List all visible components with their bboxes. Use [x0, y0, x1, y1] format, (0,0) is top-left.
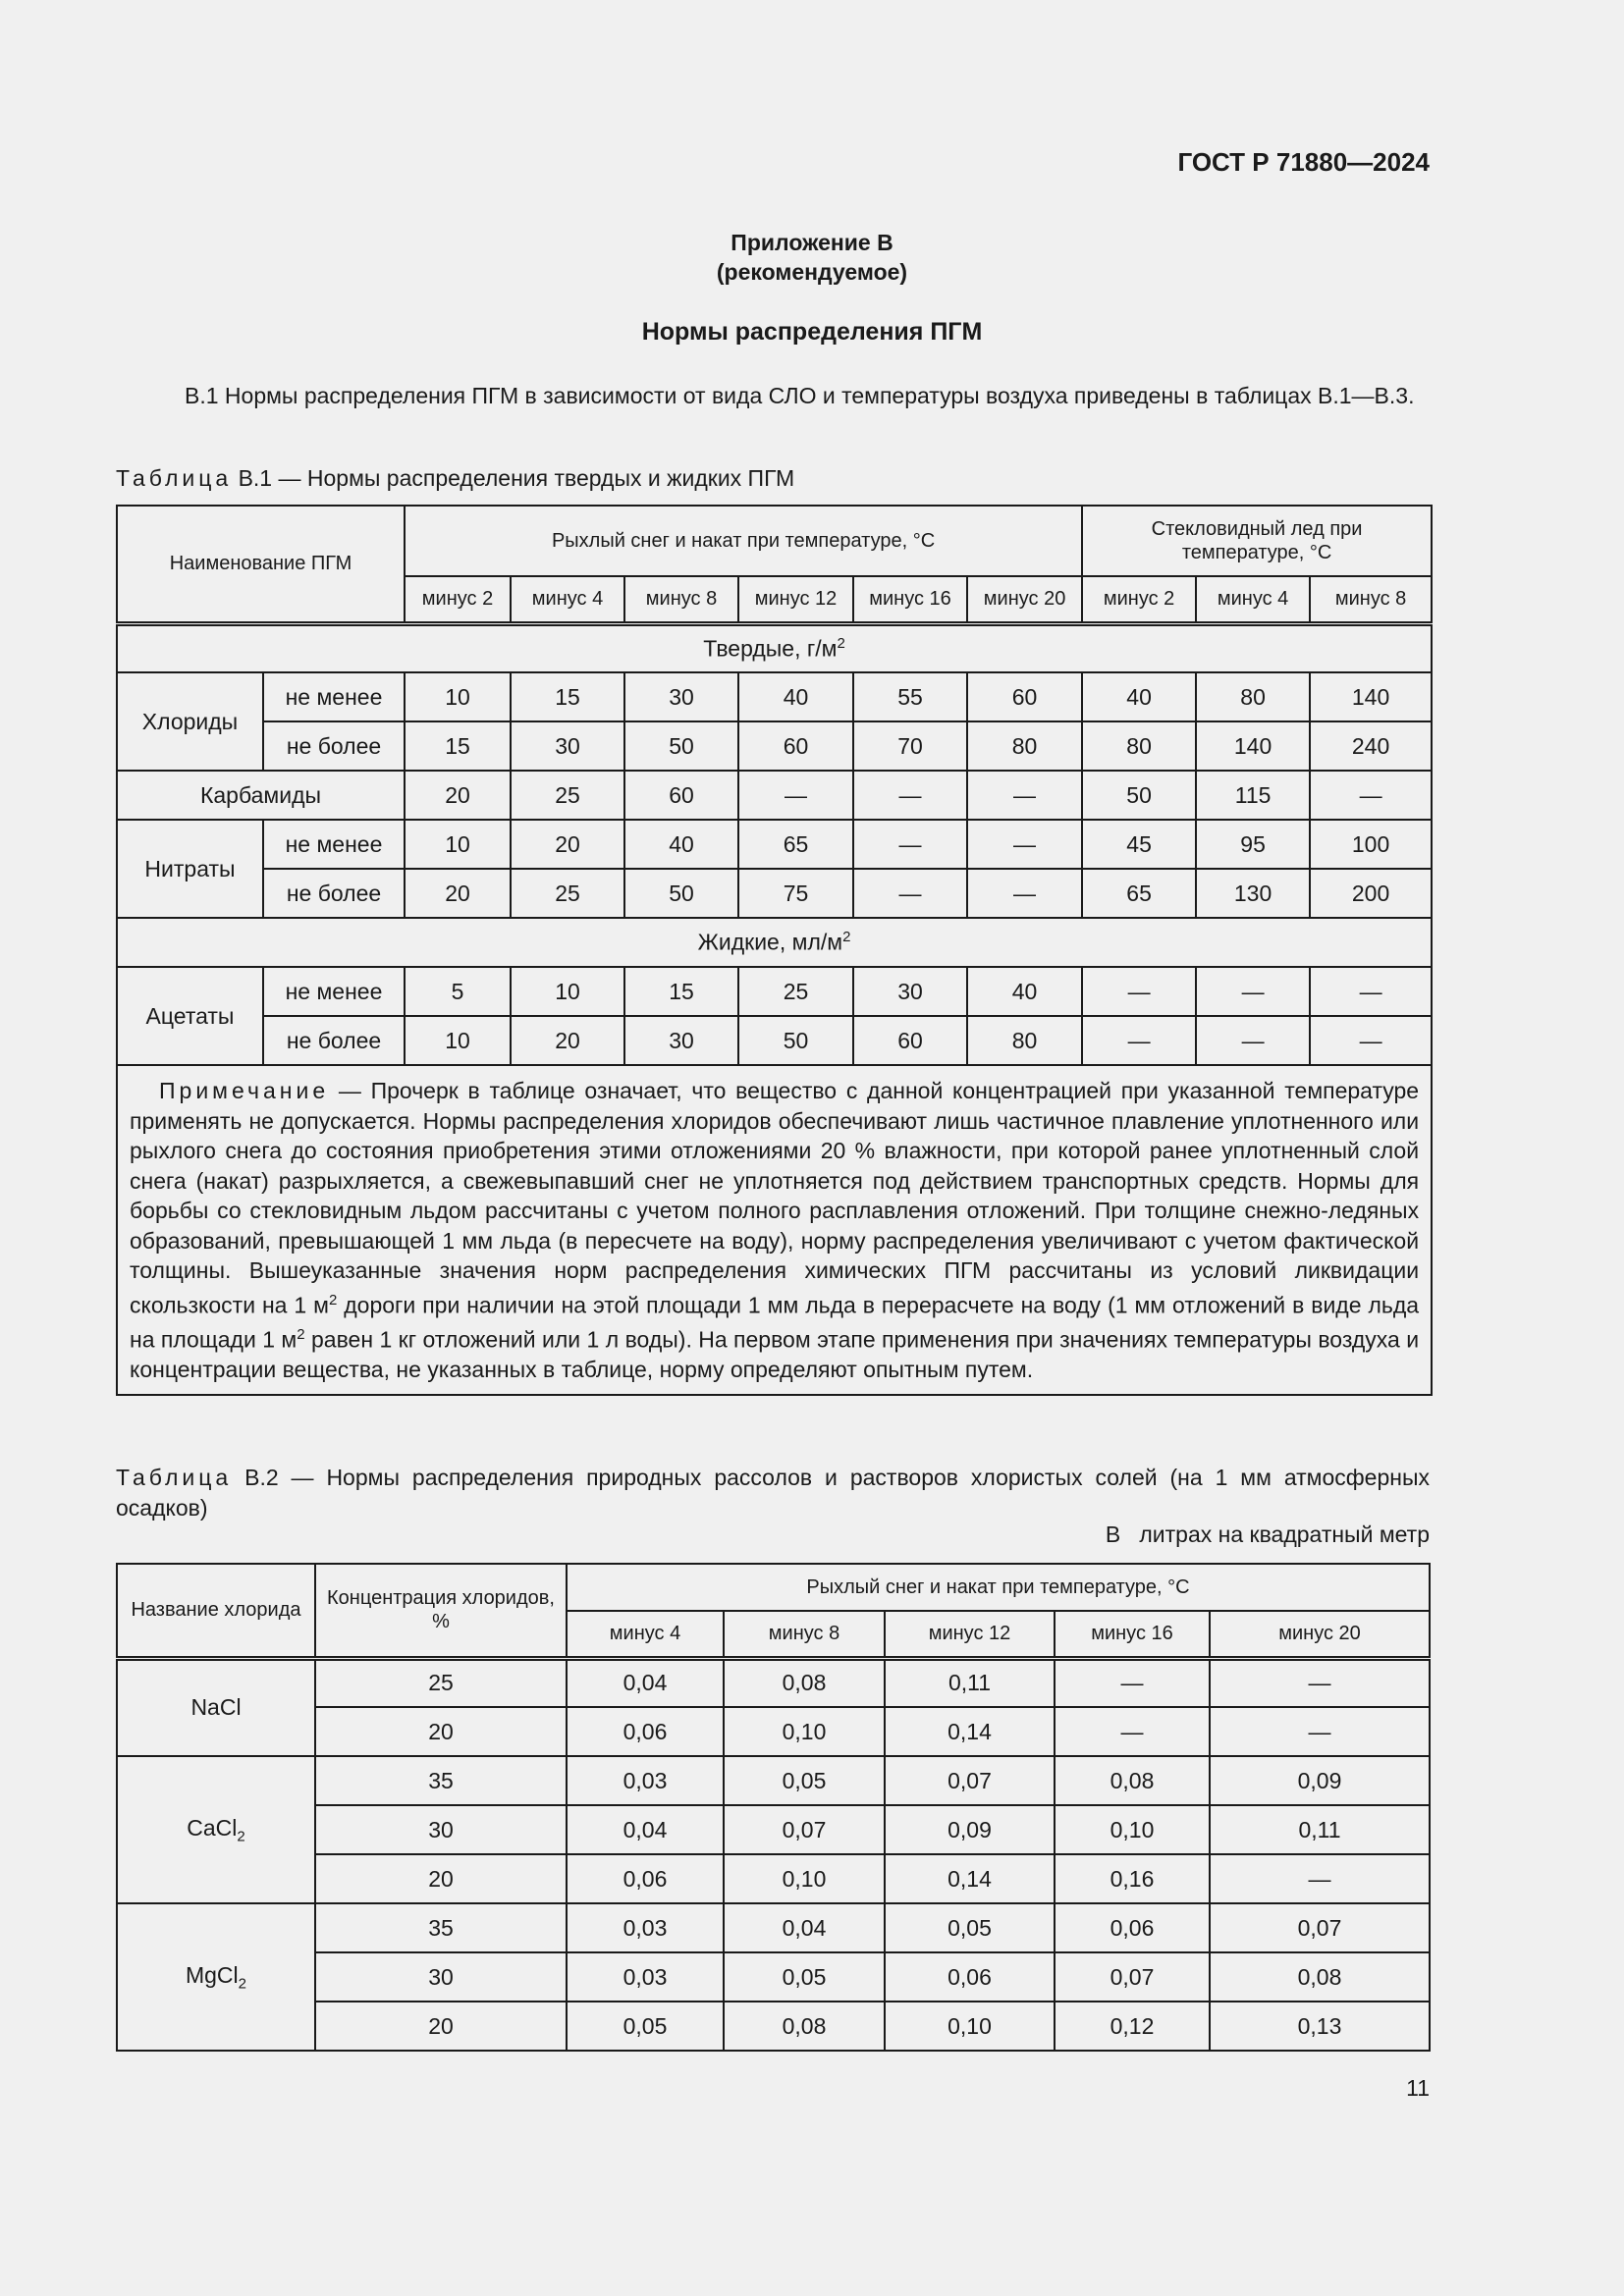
table2-caption — [116, 1463, 1430, 1523]
t2-cell: 0,05 — [567, 2002, 724, 2051]
t1-header-ice: Стекловидный лед при температуре, °С — [1082, 506, 1432, 576]
t2-conc: 35 — [315, 1756, 567, 1805]
t1-cell: 50 — [738, 1016, 853, 1065]
t2-chloride-name: NaCl — [117, 1658, 315, 1756]
t1-cell: 55 — [853, 672, 967, 721]
t1-row-name: Хлориды — [117, 672, 263, 771]
t2-cell: 0,04 — [724, 1903, 885, 1952]
t2-cell: 0,14 — [885, 1707, 1055, 1756]
t1-cell: — — [1196, 967, 1310, 1016]
t2-cell: 0,06 — [567, 1707, 724, 1756]
t1-cell: 50 — [624, 721, 738, 771]
t1-cell: 115 — [1196, 771, 1310, 820]
t1-section-solid: Твердые, $г/м^2$ — [117, 623, 1432, 672]
t2-temp: минус 4 — [567, 1611, 724, 1658]
t2-cell: 0,05 — [724, 1756, 885, 1805]
t2-cell: 0,05 — [724, 1952, 885, 2002]
t1-cell: 40 — [967, 967, 1082, 1016]
t1-temp: минус 12 — [738, 576, 853, 623]
t2-cell: 0,08 — [1210, 1952, 1430, 2002]
t2-cell: 0,03 — [567, 1756, 724, 1805]
t1-cell: 130 — [1196, 869, 1310, 918]
t1-row-sub: не более — [263, 721, 405, 771]
t2-temp: минус 20 — [1210, 1611, 1430, 1658]
t2-cell: — — [1210, 1707, 1430, 1756]
t1-temp: минус 16 — [853, 576, 967, 623]
t2-cell: 0,09 — [1210, 1756, 1430, 1805]
t1-cell: — — [1310, 1016, 1432, 1065]
t1-cell: 30 — [853, 967, 967, 1016]
t1-cell: 25 — [738, 967, 853, 1016]
table2-caption-word: Таблица — [116, 1465, 233, 1490]
t1-cell: 10 — [405, 820, 511, 869]
t2-cell: 0,14 — [885, 1854, 1055, 1903]
t2-cell: 0,04 — [567, 1658, 724, 1707]
t1-cell: 240 — [1310, 721, 1432, 771]
t1-cell: 25 — [511, 869, 624, 918]
t2-cell: 0,09 — [885, 1805, 1055, 1854]
t2-temp: минус 16 — [1055, 1611, 1210, 1658]
t1-cell: 45 — [1082, 820, 1196, 869]
t1-header-name: Наименование ПГМ — [117, 506, 405, 623]
t1-cell: 5 — [405, 967, 511, 1016]
t2-cell: 0,08 — [724, 2002, 885, 2051]
t1-cell: 80 — [1082, 721, 1196, 771]
t1-cell: 15 — [405, 721, 511, 771]
t1-row-name: Нитраты — [117, 820, 263, 918]
t1-cell: 50 — [624, 869, 738, 918]
t2-conc: 25 — [315, 1658, 567, 1707]
t1-cell: 10 — [405, 672, 511, 721]
t1-cell: — — [853, 771, 967, 820]
t1-header-snow: Рыхлый снег и накат при температуре, °С — [405, 506, 1082, 576]
document-code: ГОСТ Р 71880—2024 — [1177, 147, 1430, 177]
t1-cell: 140 — [1196, 721, 1310, 771]
t1-temp: минус 2 — [405, 576, 511, 623]
t1-cell: 40 — [1082, 672, 1196, 721]
t2-cell: 0,08 — [724, 1658, 885, 1707]
t1-cell: 140 — [1310, 672, 1432, 721]
t2-conc: 20 — [315, 1707, 567, 1756]
t2-cell: 0,06 — [1055, 1903, 1210, 1952]
t2-cell: 0,08 — [1055, 1756, 1210, 1805]
t1-cell: 75 — [738, 869, 853, 918]
table-1 — [116, 505, 1433, 1396]
t1-temp: минус 8 — [624, 576, 738, 623]
t1-cell: 60 — [738, 721, 853, 771]
t2-cell: 0,10 — [885, 2002, 1055, 2051]
t2-cell: 0,06 — [885, 1952, 1055, 2002]
table1-caption-word: Таблица — [116, 465, 233, 491]
t1-note: Примечание — Прочерк в таблице означает, что вещество с данной концентрацией при указанной температуре применять не допускается. Нормы распределения хлоридов обеспечивают лишь частичное плавление уплотненного или рыхлого снега до состояния приобретения этими отложениями 20 % влажности, при которой ранее уплотненный слой снега (накат) разрыхляется, а свежевыпавший снег не уплотняется под действием транспортных средств. Нормы для борьбы со стекловидным льдом рассчитаны с учетом полного расплавления отложений. При толщине снежно-ледяных образований, превышающей 1 мм льда (в пересчете на воду), норму распределения увеличивают с учетом фактической толщины. Вышеуказанные значения норм распределения химических ПГМ рассчитаны из условий ликвидации скользкости на 1 $м^2$ дороги при наличии на этой площади 1 мм льда в перерасчете на воду (1 мм отложений в виде льда на площади 1 $м^2$ равен 1 кг отложений или 1 л воды). На первом этапе применения при значениях температуры воздуха и концентрации вещества, не указанных в таблице, норму определяют опытным путем. — [117, 1065, 1432, 1395]
t1-cell: — — [1310, 967, 1432, 1016]
t1-temp: минус 8 — [1310, 576, 1432, 623]
t2-cell: 0,04 — [567, 1805, 724, 1854]
t1-cell: — — [1310, 771, 1432, 820]
t1-cell: 40 — [624, 820, 738, 869]
t1-cell: 70 — [853, 721, 967, 771]
t2-cell: 0,07 — [885, 1756, 1055, 1805]
t2-conc: 20 — [315, 1854, 567, 1903]
t2-cell: — — [1055, 1707, 1210, 1756]
t2-header-name: Название хлорида — [117, 1564, 315, 1658]
t2-cell: 0,03 — [567, 1903, 724, 1952]
t1-note-label: Примечание — [159, 1078, 330, 1103]
t1-row-sub: не менее — [263, 820, 405, 869]
page-number: 11 — [1406, 2075, 1430, 2101]
t1-cell: 20 — [511, 1016, 624, 1065]
t2-cell: 0,07 — [724, 1805, 885, 1854]
t1-cell: 65 — [1082, 869, 1196, 918]
table1-caption-text: В.1 — Нормы распределения твердых и жидких ПГМ — [232, 465, 795, 491]
t2-cell: 0,06 — [567, 1854, 724, 1903]
t2-cell: 0,03 — [567, 1952, 724, 2002]
t1-cell: — — [967, 820, 1082, 869]
table2-caption-text: В.2 — Нормы распределения природных рассолов и растворов хлористых солей (на 1 мм атмосферных осадков) — [116, 1465, 1430, 1521]
t1-cell: — — [1082, 967, 1196, 1016]
t2-cell: 0,10 — [724, 1707, 885, 1756]
t2-conc: 30 — [315, 1805, 567, 1854]
t1-row-name: Карбамиды — [117, 771, 405, 820]
t1-cell: 20 — [511, 820, 624, 869]
t1-cell: 30 — [624, 672, 738, 721]
t1-temp: минус 4 — [511, 576, 624, 623]
t1-cell: — — [738, 771, 853, 820]
appendix-title: Приложение В — [731, 230, 893, 255]
t2-temp: минус 12 — [885, 1611, 1055, 1658]
t1-cell: 80 — [967, 721, 1082, 771]
t1-cell: 60 — [624, 771, 738, 820]
t2-conc: 20 — [315, 2002, 567, 2051]
t1-temp: минус 4 — [1196, 576, 1310, 623]
t1-cell: — — [967, 869, 1082, 918]
t1-cell: — — [853, 869, 967, 918]
t1-cell: 60 — [853, 1016, 967, 1065]
t1-cell: 60 — [967, 672, 1082, 721]
t1-row-sub: не более — [263, 869, 405, 918]
table2-units: В литрах на квадратный метр — [1105, 1522, 1430, 1547]
t2-temp: минус 8 — [724, 1611, 885, 1658]
t2-cell: 0,10 — [724, 1854, 885, 1903]
t1-cell: — — [1196, 1016, 1310, 1065]
t1-cell: 30 — [624, 1016, 738, 1065]
t2-cell: 0,16 — [1055, 1854, 1210, 1903]
intro-paragraph: В.1 Нормы распределения ПГМ в зависимости от вида СЛО и температуры воздуха приведены в таблицах В.1—В.3. — [185, 383, 1415, 408]
t1-cell: 15 — [624, 967, 738, 1016]
appendix-status: (рекомендуемое) — [716, 259, 908, 285]
t2-cell: 0,13 — [1210, 2002, 1430, 2051]
t2-cell: — — [1210, 1658, 1430, 1707]
t1-row-sub: не более — [263, 1016, 405, 1065]
t1-cell: 200 — [1310, 869, 1432, 918]
t2-conc: 30 — [315, 1952, 567, 2002]
t1-cell: 20 — [405, 771, 511, 820]
t2-cell: 0,12 — [1055, 2002, 1210, 2051]
t2-cell: 0,07 — [1210, 1903, 1430, 1952]
t2-cell: 0,05 — [885, 1903, 1055, 1952]
t1-cell: 15 — [511, 672, 624, 721]
t1-cell: 95 — [1196, 820, 1310, 869]
t1-cell: — — [853, 820, 967, 869]
t1-cell: 20 — [405, 869, 511, 918]
t1-cell: 65 — [738, 820, 853, 869]
t1-cell: 100 — [1310, 820, 1432, 869]
t1-cell: 40 — [738, 672, 853, 721]
t2-header-snow: Рыхлый снег и накат при температуре, °С — [567, 1564, 1430, 1611]
t2-cell: 0,07 — [1055, 1952, 1210, 2002]
t2-cell: — — [1055, 1658, 1210, 1707]
table1-caption — [116, 465, 794, 492]
t2-cell: — — [1210, 1854, 1430, 1903]
t1-temp: минус 2 — [1082, 576, 1196, 623]
t2-cell: 0,11 — [1210, 1805, 1430, 1854]
table-2 — [116, 1563, 1431, 2052]
t1-cell: 10 — [405, 1016, 511, 1065]
t1-cell: — — [967, 771, 1082, 820]
t2-cell: 0,11 — [885, 1658, 1055, 1707]
t2-conc: 35 — [315, 1903, 567, 1952]
t1-cell: 25 — [511, 771, 624, 820]
t1-cell: 10 — [511, 967, 624, 1016]
t2-chloride-name: CaCl$_2$ — [117, 1756, 315, 1903]
t1-cell: — — [1082, 1016, 1196, 1065]
t2-chloride-name: MgCl$_2$ — [117, 1903, 315, 2051]
t1-cell: 80 — [1196, 672, 1310, 721]
t1-row-sub: не менее — [263, 672, 405, 721]
t1-cell: 80 — [967, 1016, 1082, 1065]
t1-row-sub: не менее — [263, 967, 405, 1016]
t1-cell: 30 — [511, 721, 624, 771]
t1-temp: минус 20 — [967, 576, 1082, 623]
t1-row-name: Ацетаты — [117, 967, 263, 1065]
t1-section-liquid: Жидкие, $мл/м^2$ — [117, 918, 1432, 967]
t2-cell: 0,10 — [1055, 1805, 1210, 1854]
section-title: Нормы распределения ПГМ — [641, 318, 983, 346]
t2-header-conc: Концентрация хлоридов, % — [315, 1564, 567, 1658]
t1-cell: 50 — [1082, 771, 1196, 820]
